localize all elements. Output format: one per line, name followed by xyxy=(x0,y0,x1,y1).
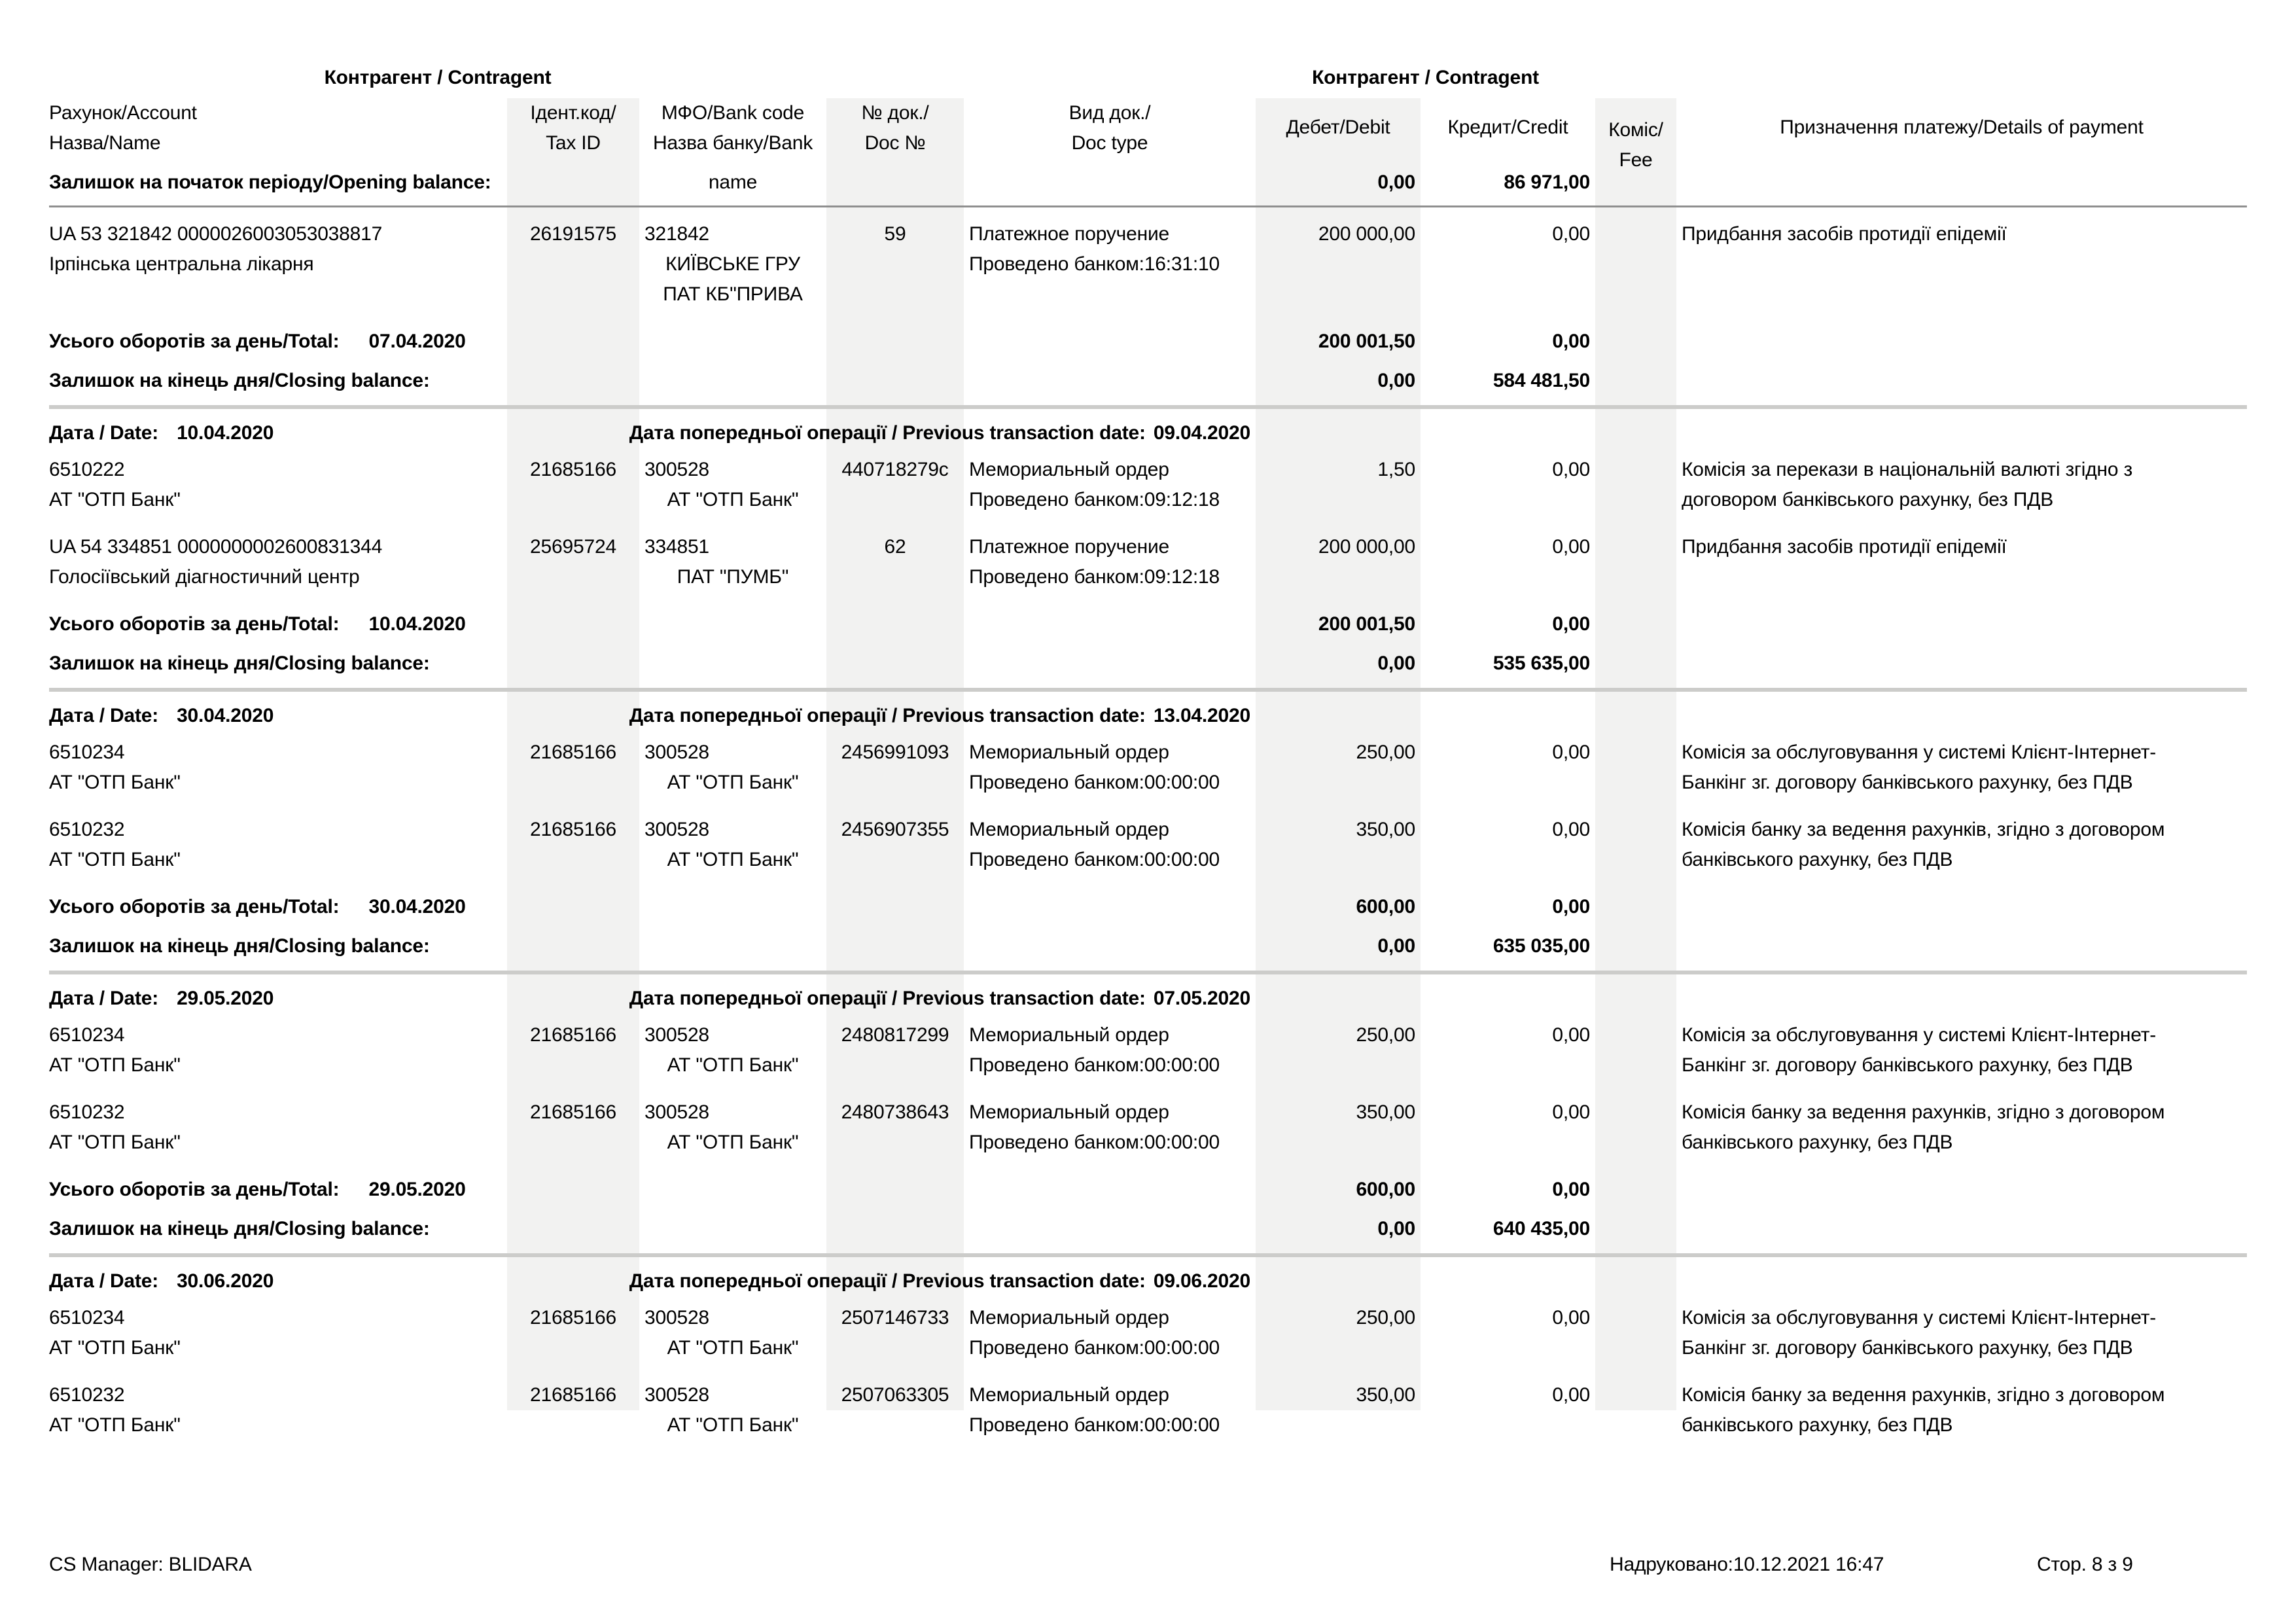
closing-balance-row xyxy=(49,1214,2247,1244)
debit-cell: 250,00 xyxy=(1356,1024,1415,1046)
account-name: АТ "ОТП Банк" xyxy=(49,489,181,510)
credit-cell: 0,00 xyxy=(1552,1384,1590,1406)
col-header-debit: Дебет/Debit xyxy=(1286,116,1390,138)
date-row xyxy=(49,1266,2247,1296)
total-label: Усього оборотів за день/Total: xyxy=(49,896,340,918)
account-number: 6510234 xyxy=(49,1024,125,1046)
credit-cell: 0,00 xyxy=(1552,1024,1590,1046)
account-number: UA 53 321842 0000026003053038817 xyxy=(49,223,383,245)
details-cell: Комісія за обслуговування у системі Клієнт-Інтернет- Банкінг зг. договору банківського рахунку, без ПДВ xyxy=(1682,1307,2157,1359)
docno-cell: 2507063305 xyxy=(841,1384,949,1406)
total-date: 07.04.2020 xyxy=(368,330,466,352)
processed-time: Проведено банком:00:00:00 xyxy=(969,849,1220,870)
group-title-right: Контрагент / Contragent xyxy=(1312,67,1539,88)
processed-time: Проведено банком:00:00:00 xyxy=(969,1132,1220,1153)
total-date: 30.04.2020 xyxy=(368,896,466,918)
bank-code: 300528 xyxy=(645,1101,709,1123)
bank-code: 300528 xyxy=(645,1384,709,1406)
closing-credit: 635 035,00 xyxy=(1492,935,1590,957)
closing-label: Залишок на кінець дня/Closing balance: xyxy=(49,370,430,391)
transaction-row xyxy=(49,1097,2247,1158)
closing-label: Залишок на кінець дня/Closing balance: xyxy=(49,935,430,957)
col-header-bank: МФО/Bank code xyxy=(661,102,805,124)
doctype-cell: Мемориальный ордер Проведено банком:00:00:00 xyxy=(964,1097,1256,1158)
footer-manager: CS Manager: BLIDARA xyxy=(49,1554,252,1575)
debit-cell: 250,00 xyxy=(1356,741,1415,763)
details-cell: Комісія за обслуговування у системі Клієнт-Інтернет- Банкінг зг. договору банківського рахунку, без ПДВ xyxy=(1682,741,2157,793)
opening-debit: 0,00 xyxy=(1377,171,1415,193)
doctype-cell: Мемориальный ордер Проведено банком:00:00:00 xyxy=(964,1303,1256,1363)
date-row xyxy=(49,701,2247,731)
col-header-account: Рахунок/Account xyxy=(49,102,197,124)
date-label: Дата / Date: xyxy=(49,1270,159,1292)
docno-cell: 440718279c xyxy=(841,459,949,480)
account-number: 6510234 xyxy=(49,741,125,763)
opening-credit: 86 971,00 xyxy=(1504,171,1590,193)
taxid-cell: 25695724 xyxy=(530,536,616,558)
bank-name: КИЇВСЬКЕ ГРУ xyxy=(665,253,800,275)
doctype-cell: Мемориальный ордер Проведено банком:00:00:00 xyxy=(964,1380,1256,1440)
bank-cell xyxy=(639,219,826,310)
taxid-cell: 21685166 xyxy=(530,1307,616,1329)
header-row-1 xyxy=(49,98,2247,141)
bank-name: АТ "ОТП Банк" xyxy=(667,489,799,510)
bank-code: 300528 xyxy=(645,741,709,763)
account-name: АТ "ОТП Банк" xyxy=(49,772,181,793)
block-separator xyxy=(49,971,2247,974)
account-name: АТ "ОТП Банк" xyxy=(49,1054,181,1076)
col-header-docno: № док./ xyxy=(861,102,929,124)
account-cell xyxy=(49,455,507,515)
col-header-doctype-2: Doc type xyxy=(1071,132,1148,154)
group-title-row xyxy=(49,63,2247,93)
taxid-cell: 26191575 xyxy=(530,223,616,245)
transaction-row xyxy=(49,532,2247,592)
col-header-fee: Коміс/ xyxy=(1608,119,1663,141)
debit-cell: 350,00 xyxy=(1356,1101,1415,1123)
transaction-row xyxy=(49,1380,2247,1440)
total-label: Усього оборотів за день/Total: xyxy=(49,330,340,352)
account-name: АТ "ОТП Банк" xyxy=(49,1337,181,1359)
debit-cell: 350,00 xyxy=(1356,1384,1415,1406)
prev-date-label: Дата попередньої операції / Previous transaction date: xyxy=(629,422,1146,444)
closing-debit: 0,00 xyxy=(1377,370,1415,391)
prev-date-label: Дата попередньої операції / Previous transaction date: xyxy=(629,988,1146,1009)
daily-total-row xyxy=(49,1175,2247,1205)
header-divider xyxy=(49,205,2247,207)
col-header-fee-2: Fee xyxy=(1619,149,1653,171)
docno-cell: 62 xyxy=(884,536,906,558)
bank-cell xyxy=(639,1097,826,1158)
closing-balance-row xyxy=(49,649,2247,679)
bank-name: ПАТ КБ"ПРИВА xyxy=(663,283,803,305)
bank-cell xyxy=(639,1303,826,1363)
credit-cell: 0,00 xyxy=(1552,1307,1590,1329)
account-number: 6510232 xyxy=(49,819,125,840)
daily-total-row xyxy=(49,609,2247,639)
credit-cell: 0,00 xyxy=(1552,459,1590,480)
closing-label: Залишок на кінець дня/Closing balance: xyxy=(49,652,430,674)
processed-time: Проведено банком:09:12:18 xyxy=(969,566,1220,588)
account-name: Голосіївський діагностичний центр xyxy=(49,566,360,588)
taxid-cell: 21685166 xyxy=(530,1384,616,1406)
statement-table xyxy=(49,63,2247,1457)
date-value: 30.06.2020 xyxy=(177,1270,274,1292)
debit-cell: 200 000,00 xyxy=(1318,536,1415,558)
bank-code: 300528 xyxy=(645,1024,709,1046)
account-cell xyxy=(49,738,507,798)
bank-name: АТ "ОТП Банк" xyxy=(667,1337,799,1359)
details-cell: Придбання засобів протидії епідемії xyxy=(1682,536,2007,558)
group-title-left: Контрагент / Contragent xyxy=(324,67,552,88)
bank-code: 300528 xyxy=(645,1307,709,1329)
col-header-account-2: Назва/Name xyxy=(49,132,161,154)
account-number: UA 54 334851 0000000002600831344 xyxy=(49,536,383,558)
doctype-cell: Мемориальный ордер Проведено банком:09:12:18 xyxy=(964,455,1256,515)
doctype-cell: Мемориальный ордер Проведено банком:00:00:00 xyxy=(964,738,1256,798)
account-cell xyxy=(49,532,507,592)
col-header-taxid: Ідент.код/ xyxy=(530,102,616,124)
date-value: 29.05.2020 xyxy=(177,988,274,1009)
closing-balance-row xyxy=(49,366,2247,396)
closing-debit: 0,00 xyxy=(1377,1218,1415,1240)
date-label: Дата / Date: xyxy=(49,705,159,726)
bank-cell xyxy=(639,455,826,515)
prev-date-label: Дата попередньої операції / Previous transaction date: xyxy=(629,705,1146,726)
details-cell: Комісія за обслуговування у системі Клієнт-Інтернет- Банкінг зг. договору банківського рахунку, без ПДВ xyxy=(1682,1024,2157,1076)
details-cell: Комісія банку за ведення рахунків, згідно з договором банківського рахунку, без ПДВ xyxy=(1682,819,2165,870)
account-name: АТ "ОТП Банк" xyxy=(49,1132,181,1153)
taxid-cell: 21685166 xyxy=(530,819,616,840)
taxid-cell: 21685166 xyxy=(530,1024,616,1046)
account-number: 6510222 xyxy=(49,459,125,480)
total-date: 10.04.2020 xyxy=(368,613,466,635)
details-cell: Придбання засобів протидії епідемії xyxy=(1682,223,2007,245)
bank-code: 300528 xyxy=(645,819,709,840)
debit-cell: 200 000,00 xyxy=(1318,223,1415,245)
daily-total-row xyxy=(49,327,2247,357)
total-date: 29.05.2020 xyxy=(368,1179,466,1200)
bank-cell xyxy=(639,532,826,592)
total-debit: 200 001,50 xyxy=(1318,330,1415,352)
closing-debit: 0,00 xyxy=(1377,652,1415,674)
block-separator xyxy=(49,405,2247,409)
processed-time: Проведено банком:09:12:18 xyxy=(969,489,1220,510)
processed-time: Проведено банком:00:00:00 xyxy=(969,1337,1220,1359)
details-cell: Комісія за перекази в національній валюті згідно з договором банківського рахунку, без ПДВ xyxy=(1682,459,2133,510)
doctype-cell: Мемориальный ордер Проведено банком:00:00:00 xyxy=(964,815,1256,875)
account-cell xyxy=(49,1303,507,1363)
closing-balance-row xyxy=(49,931,2247,961)
date-label: Дата / Date: xyxy=(49,988,159,1009)
closing-credit: 584 481,50 xyxy=(1492,370,1590,391)
taxid-cell: 21685166 xyxy=(530,741,616,763)
debit-cell: 250,00 xyxy=(1356,1307,1415,1329)
total-label: Усього оборотів за день/Total: xyxy=(49,613,340,635)
total-credit: 0,00 xyxy=(1552,613,1590,635)
bank-cell xyxy=(639,738,826,798)
taxid-cell: 21685166 xyxy=(530,459,616,480)
debit-cell: 1,50 xyxy=(1377,459,1415,480)
processed-time: Проведено банком:00:00:00 xyxy=(969,772,1220,793)
total-debit: 200 001,50 xyxy=(1318,613,1415,635)
col-header-docno-2: Doc № xyxy=(864,132,926,154)
bank-cell xyxy=(639,815,826,875)
bank-cell xyxy=(639,1380,826,1440)
credit-cell: 0,00 xyxy=(1552,223,1590,245)
bank-name: АТ "ОТП Банк" xyxy=(667,1054,799,1076)
prev-date-value: 07.05.2020 xyxy=(1153,988,1250,1009)
transaction-row xyxy=(49,1020,2247,1080)
col-header-bank-3: name xyxy=(708,171,758,193)
account-name: Ірпінська центральна лікарня xyxy=(49,253,314,275)
col-header-taxid-2: Tax ID xyxy=(546,132,601,154)
details-cell: Комісія банку за ведення рахунків, згідно з договором банківського рахунку, без ПДВ xyxy=(1682,1101,2165,1153)
processed-time: Проведено банком:16:31:10 xyxy=(969,253,1220,275)
docno-cell: 59 xyxy=(884,223,906,245)
account-name: АТ "ОТП Банк" xyxy=(49,849,181,870)
docno-cell: 2480738643 xyxy=(841,1101,949,1123)
bank-name: АТ "ОТП Банк" xyxy=(667,772,799,793)
date-value: 10.04.2020 xyxy=(177,422,274,444)
date-value: 30.04.2020 xyxy=(177,705,274,726)
transaction-row xyxy=(49,738,2247,798)
col-header-doctype: Вид док./ xyxy=(1069,102,1151,124)
credit-cell: 0,00 xyxy=(1552,536,1590,558)
processed-time: Проведено банком:00:00:00 xyxy=(969,1054,1220,1076)
account-cell xyxy=(49,1097,507,1158)
credit-cell: 0,00 xyxy=(1552,819,1590,840)
account-cell xyxy=(49,815,507,875)
bank-name: АТ "ОТП Банк" xyxy=(667,1132,799,1153)
account-cell xyxy=(49,1380,507,1440)
bank-name: АТ "ОТП Банк" xyxy=(667,1414,799,1436)
opening-balance-label: Залишок на початок періоду/Opening balance: xyxy=(49,171,491,193)
doctype-cell: Платежное поручение Проведено банком:09:12:18 xyxy=(964,532,1256,592)
col-header-bank-2: Назва банку/Bank xyxy=(652,132,813,154)
opening-balance-row xyxy=(49,168,2247,198)
bank-code: 334851 xyxy=(645,536,709,558)
docno-cell: 2456991093 xyxy=(841,741,949,763)
prev-date-value: 13.04.2020 xyxy=(1153,705,1250,726)
credit-cell: 0,00 xyxy=(1552,1101,1590,1123)
transaction-row xyxy=(49,1303,2247,1363)
transaction-row xyxy=(49,455,2247,515)
block-separator xyxy=(49,1253,2247,1257)
bank-code: 321842 xyxy=(645,223,709,245)
total-credit: 0,00 xyxy=(1552,1179,1590,1200)
total-credit: 0,00 xyxy=(1552,330,1590,352)
account-number: 6510232 xyxy=(49,1101,125,1123)
processed-time: Проведено банком:00:00:00 xyxy=(969,1414,1220,1436)
date-row xyxy=(49,984,2247,1014)
footer-printed: Надруковано:10.12.2021 16:47 xyxy=(1610,1554,1884,1575)
bank-name: ПАТ "ПУМБ" xyxy=(677,566,789,588)
debit-cell: 350,00 xyxy=(1356,819,1415,840)
docno-cell: 2456907355 xyxy=(841,819,949,840)
closing-label: Залишок на кінець дня/Closing balance: xyxy=(49,1218,430,1240)
date-label: Дата / Date: xyxy=(49,422,159,444)
closing-credit: 640 435,00 xyxy=(1492,1218,1590,1240)
total-credit: 0,00 xyxy=(1552,896,1590,918)
total-debit: 600,00 xyxy=(1356,1179,1415,1200)
account-name: АТ "ОТП Банк" xyxy=(49,1414,181,1436)
bank-code: 300528 xyxy=(645,459,709,480)
doctype-cell: Платежное поручение Проведено банком:16:31:10 xyxy=(964,219,1256,310)
date-row xyxy=(49,418,2247,448)
footer-page-info: Стор. 8 з 9 xyxy=(2037,1554,2133,1575)
block-separator xyxy=(49,688,2247,692)
prev-date-value: 09.04.2020 xyxy=(1153,422,1250,444)
account-cell xyxy=(49,1020,507,1080)
account-cell xyxy=(49,219,507,310)
col-header-credit: Кредит/Credit xyxy=(1447,116,1568,138)
account-number: 6510234 xyxy=(49,1307,125,1329)
bank-cell xyxy=(639,1020,826,1080)
credit-cell: 0,00 xyxy=(1552,741,1590,763)
account-number: 6510232 xyxy=(49,1384,125,1406)
details-cell: Комісія банку за ведення рахунків, згідно з договором банківського рахунку, без ПДВ xyxy=(1682,1384,2165,1436)
bank-name: АТ "ОТП Банк" xyxy=(667,849,799,870)
taxid-cell: 21685166 xyxy=(530,1101,616,1123)
closing-debit: 0,00 xyxy=(1377,935,1415,957)
total-label: Усього оборотів за день/Total: xyxy=(49,1179,340,1200)
col-header-details: Призначення платежу/Details of payment xyxy=(1780,116,2144,138)
doctype-cell: Мемориальный ордер Проведено банком:00:00:00 xyxy=(964,1020,1256,1080)
transaction-row xyxy=(49,219,2247,310)
daily-total-row xyxy=(49,892,2247,922)
prev-date-label: Дата попередньої операції / Previous transaction date: xyxy=(629,1270,1146,1292)
transaction-row xyxy=(49,815,2247,875)
closing-credit: 535 635,00 xyxy=(1492,652,1590,674)
docno-cell: 2480817299 xyxy=(841,1024,949,1046)
total-debit: 600,00 xyxy=(1356,896,1415,918)
prev-date-value: 09.06.2020 xyxy=(1153,1270,1250,1292)
docno-cell: 2507146733 xyxy=(841,1307,949,1329)
